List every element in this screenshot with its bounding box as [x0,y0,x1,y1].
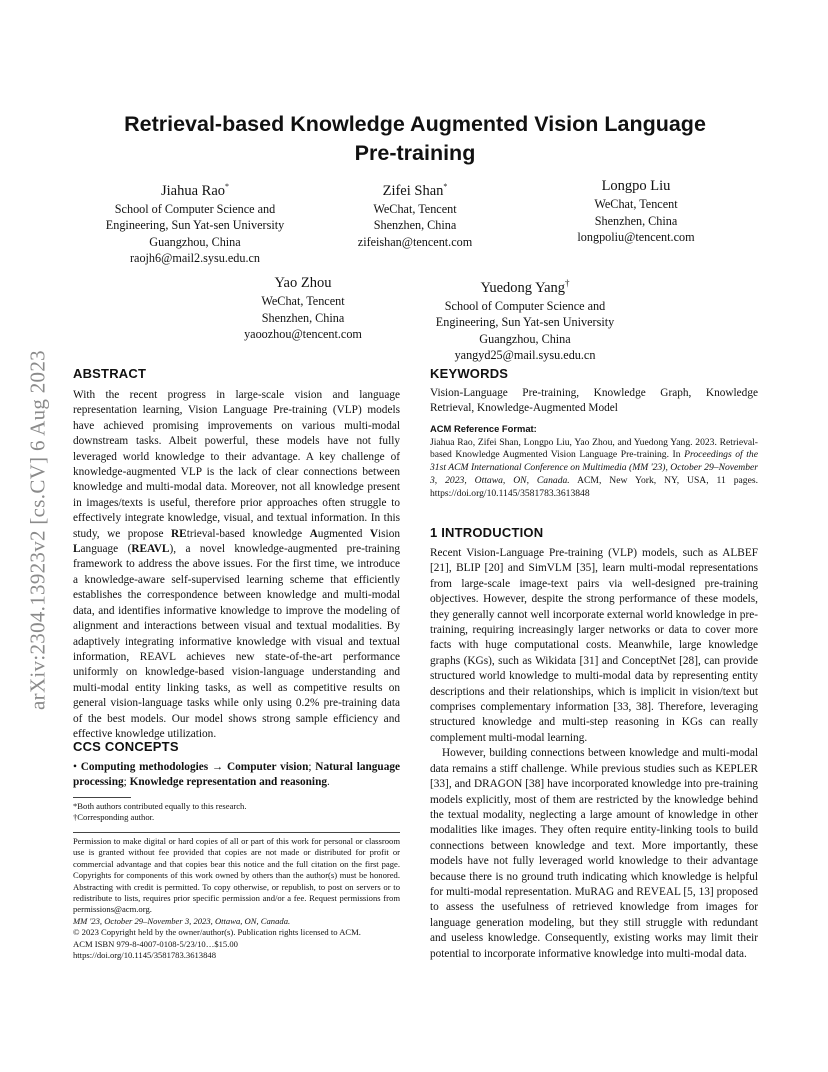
intro-paragraph: Recent Vision-Language Pre-training (VLP) models, such as ALBEF [21], BLIP [20] and SimVLM [35], learn multi-modal representations from large-scale image-text pairs via well-designed pre-training objectives. However, despite the strong performance of these models, they generally cannot well incorporate external world knowledge in pre-training, requiring increasingly larger networks or data to cover more facts with huge computational costs. Meanwhile, large knowledge graphs (KGs), such as Wikidata [31] and ConceptNet [28], can provide structured world knowledge to multi-modal data by representing entity descriptions and their relationships, which is implicit in vision/text but comprises complementary information [33, 38]. Therefore, leveraging structured knowledge and multi-step reasoning in KGs can really complement multi-modal learning. [430,547,758,744]
author-email: yangyd25@mail.sysu.edu.cn [454,348,596,363]
author-location: Guangzhou, China [149,234,241,249]
author-email: raojh6@mail2.sysu.edu.cn [129,251,261,266]
author-email: zifeishan@tencent.com [357,234,473,249]
introduction-body [430,546,758,962]
intro-paragraph: However, building connections between knowledge and multi-modal data remains a stiff challenge. While previous studies such as KEPLER [33], and DRAGON [38] have incorporated knowledge into pre-training models explicitly, most of them are restricted by the knowledge behind the textual modality, neglecting a large amount of knowledge in other modalities like images. They often require entity-linking tools to build connections between knowledge and text. More importantly, these models have not fully leveraged world knowledge to their advantage because there is no ground truth indicating which knowledge is helpful for multi-modal representation. MuRAG and REVEAL [5, 13] proposed to assess the usefulness of retrieved knowledge from images for language generation modeling, but they still struggle with redundant and useless knowledge. Consequently, existing works may limit their potential to incorporate informative knowledge into multi-modal data. [430,747,758,960]
permission-rule [73,832,400,833]
author-block [193,274,413,343]
author-location: Shenzhen, China [594,213,678,228]
paper-title [90,110,740,168]
footnote-rule [73,797,131,798]
author-name: Jiahua Rao* [160,182,230,199]
abstract-heading: ABSTRACT [73,366,147,381]
arxiv-sidebar-stamp [18,290,58,770]
author-name: Zifei Shan* [382,182,448,199]
permission-text: Permission to make digital or hard copies of all or part of this work for personal or classroom use is granted without fee provided that copies are not made or distributed for profit or commercial advantage and that copies bear this notice and the full citation on the first page. Copyrights for components of this work owned by others than the author(s) must be honored. Abstracting with credit is permitted. To copy otherwise, or republish, to post on servers or to redistribute to lists, requires prior specific permission and/or a fee. Request permissions from permissions@acm.org. [73,836,400,915]
author-affiliation: School of Computer Science and [444,298,606,313]
abstract-text: With the recent progress in large-scale vision and language representation learning, Vision Language Pre-training (VLP) models have achieved promising improvements on various multi-modal downstream tasks. Albeit powerful, these models have not fully leveraged world knowledge to their advantage. A key challenge of knowledge-augmented VLP is the lack of clear connections between knowledge and multi-modal data. Moreover, not all knowledge present in images/texts is useful, therefore prior approaches often struggle to effectively integrate knowledge, visual, and textual information. In this study, we propose [73,389,400,540]
copyright-line: © 2023 Copyright held by the owner/author(s). Publication rights licensed to ACM. [73,927,361,938]
abstract-text: , a novel knowledge-augmented pre-training framework to address the above issues. For the first time, we introduce a knowledge-aware self-supervised learning scheme that efficiently establishes the correspondence between knowledge and multi-modal data, and identifies informative knowledge to improve the modeling of alignment and interactions between visual and textual modalities. By adaptively integrating informative knowledge with visual and textual information, REAVL achieves new state-of-the-art performance uniformly on knowledge-based vision-language understanding and multi-modal entity linking tasks, as well as competitive results on general vision-language tasks while only using 0.2% pre-training data of the best models. Our model shows strong sample efficiency and effective knowledge utilization. [73,543,400,740]
author-block [80,177,310,267]
author-affiliation: WeChat, Tencent [373,201,457,216]
author-affiliation: Engineering, Sun Yat-sen University [435,315,615,330]
permission-block [73,836,400,961]
author-affiliation: WeChat, Tencent [594,197,678,211]
author-name: Longpo Liu [601,178,671,194]
footnote-equal-contribution: *Both authors contributed equally to this research. [73,801,247,811]
author-location: Shenzhen, China [373,218,457,233]
author-email: yaoozhou@tencent.com [244,327,362,341]
keywords-heading: KEYWORDS [430,366,509,381]
author-affiliation: WeChat, Tencent [261,294,345,308]
author-block [305,177,525,250]
acm-reference: ACM Reference Format: Jiahua Rao, Zifei Shan, Longpo Liu, Yao Zhou, and Yuedong Yang. 2023. Retrieval-based Knowledge Augmented Vision Language Pre-training. In Proceedings of the 31st ACM International Conference on Multimedia (MM '23), October 29–November 3, 2023, Ottawa, ON, Canada. ACM, New York, NY, USA, 11 pages. https://doi.org/10.1145/3581783.3613848 [430,423,758,499]
keywords-text: Vision-Language Pre-training, Knowledge Graph, Knowledge Retrieval, Knowledge-Augmented Model [430,387,758,415]
title-line-1: Retrieval-based Knowledge Augmented Vision Language [124,112,706,136]
arxiv-id: arXiv:2304.13923v2 [cs.CV] 6 Aug 2023 [25,350,50,710]
acm-reference-heading: ACM Reference Format: [430,423,537,434]
author-name: Yao Zhou [274,275,332,291]
author-block [410,274,640,364]
abstract-body: With the recent progress in large-scale vision and language representation learning, Vision Language Pre-training (VLP) models have achieved promising improvements on various multi-modal downstream tasks. Albeit powerful, these models have not fully leveraged world knowledge to their advantage. A key challenge of knowledge-augmented VLP is the lack of clear connections between knowledge and multi-modal data. Moreover, not all knowledge present in images/texts is useful, therefore prior approaches often struggle to effectively integrate knowledge, visual, and textual information. In this study, we propose REtrieval-based knowledge Augmented Vision Language (REAVL), a novel knowledge-augmented pre-training framework to address the above issues. For the first time, we introduce a knowledge-aware self-supervised learning scheme that efficiently establishes the correspondence between knowledge and multi-modal data, and identifies informative knowledge to improve the modeling of alignment and interactions between visual and textual modalities. By adaptively integrating informative knowledge with visual and textual information, REAVL achieves new state-of-the-art performance uniformly on knowledge-based vision-language understanding and multi-modal entity linking tasks, as well as competitive results on general vision-language tasks while only using 0.2% pre-training data of the best models. Our model shows strong sample efficiency and effective knowledge utilization. [73,389,400,740]
footnotes [73,801,400,824]
author-affiliation: School of Computer Science and [114,201,276,216]
doi-link[interactable]: https://doi.org/10.1145/3581783.3613848 [73,950,216,961]
author-email: longpoliu@tencent.com [577,230,695,244]
author-name: Yuedong Yang† [480,278,570,296]
author-affiliation: Engineering, Sun Yat-sen University [105,218,285,233]
footnote-corresponding: †Corresponding author. [73,812,155,823]
ccs-heading: CCS CONCEPTS [73,739,179,754]
author-location: Guangzhou, China [479,331,571,346]
isbn-line: ACM ISBN 979-8-4007-0108-5/23/10…$15.00 [73,938,238,949]
ccs-concepts: • Computing methodologies → Computer vision; Natural language processing; Knowledge representation and reasoning. [73,761,401,789]
title-line-2: Pre-training [354,141,476,165]
author-block [526,177,746,246]
introduction-heading: 1 INTRODUCTION [430,525,544,540]
author-location: Shenzhen, China [261,310,345,325]
venue-line: MM '23, October 29–November 3, 2023, Ottawa, ON, Canada. [73,915,291,926]
